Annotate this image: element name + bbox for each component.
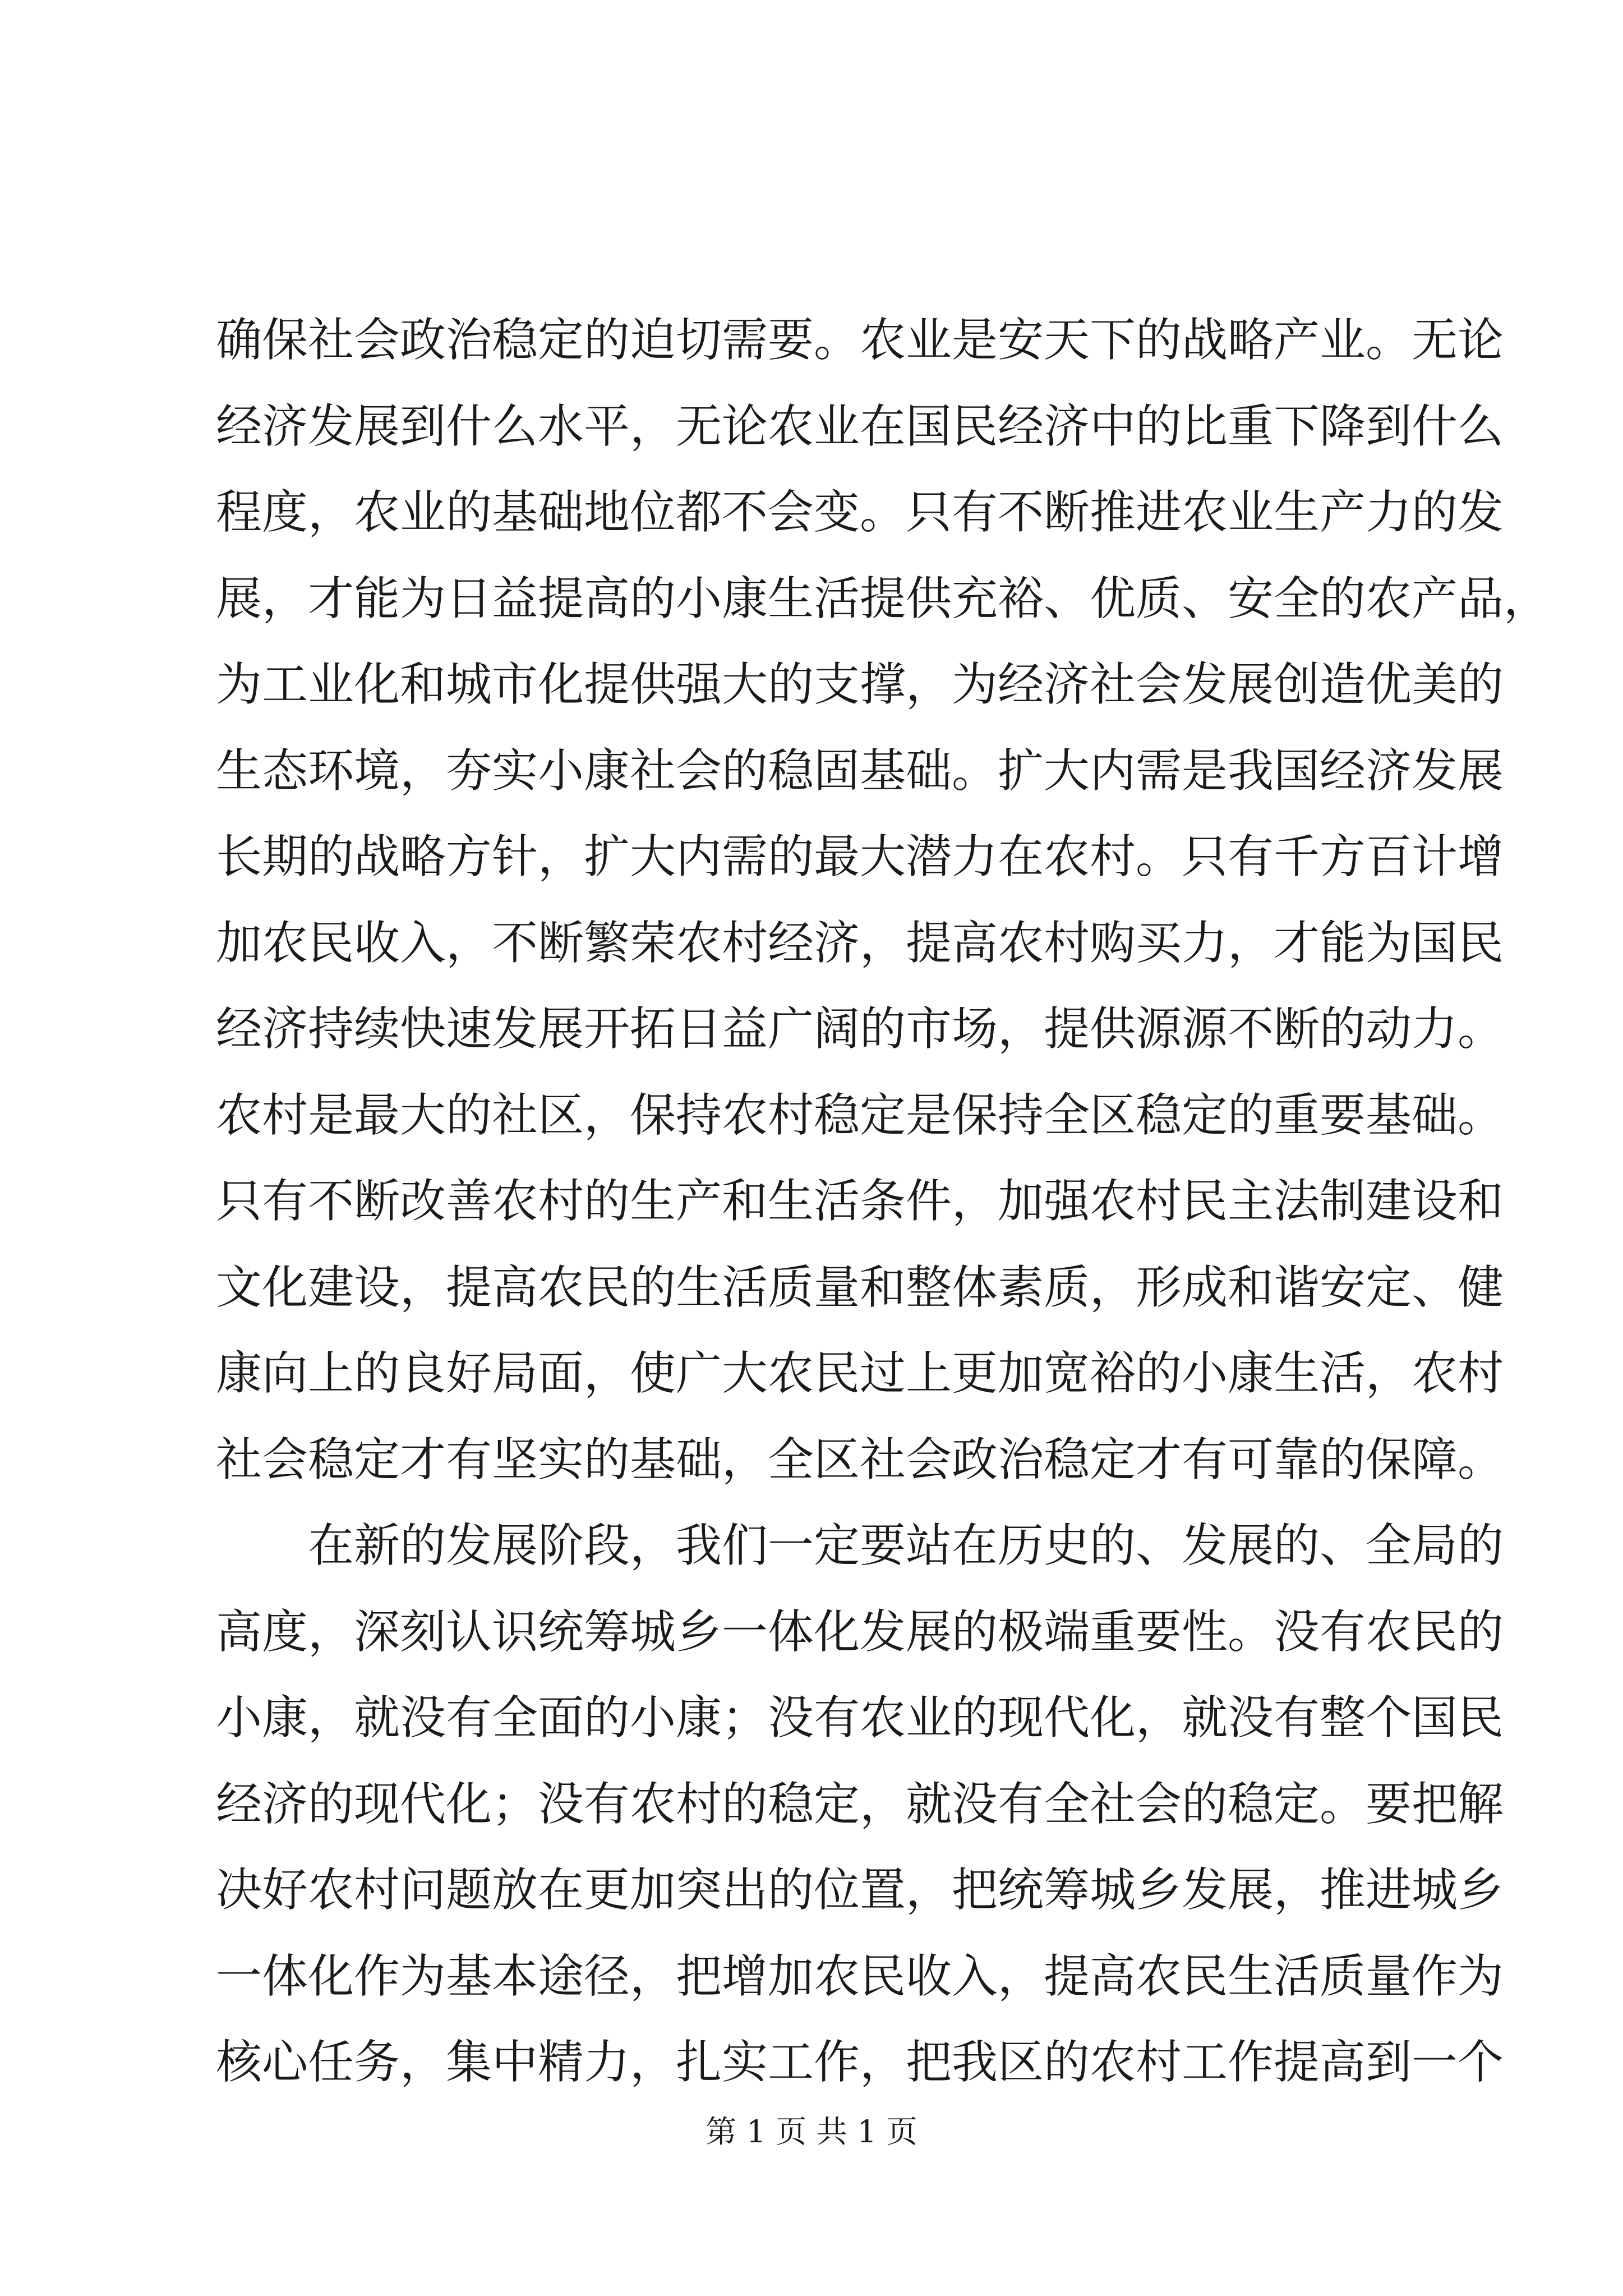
- text-line: 小康，就没有全面的小康；没有农业的现代化，就没有整个国民: [216, 1691, 1504, 1745]
- text-line: 确保社会政治稳定的迫切需要。农业是安天下的战略产业。无论: [216, 314, 1504, 367]
- text-line: 程度，农业的基础地位都不会变。只有不断推进农业生产力的发: [216, 486, 1504, 539]
- text-line: 经济发展到什么水平，无论农业在国民经济中的比重下降到什么: [216, 399, 1504, 453]
- text-line: 一体化作为基本途径，把增加农民收入，提高农民生活质量作为: [216, 1949, 1504, 2003]
- text-line: 社会稳定才有坚实的基础，全区社会政治稳定才有可靠的保障。: [216, 1433, 1504, 1487]
- text-line-indented: 在新的发展阶段，我们一定要站在历史的、发展的、全局的: [308, 1519, 1504, 1572]
- text-line: 生态环境，夯实小康社会的稳固基础。扩大内需是我国经济发展: [216, 744, 1504, 798]
- text-line: 为工业化和城市化提供强大的支撑，为经济社会发展创造优美的: [216, 658, 1504, 711]
- text-line: 加农民收入，不断繁荣农村经济，提高农村购买力，才能为国民: [216, 916, 1504, 970]
- paragraph-1: [216, 297, 1550, 1503]
- text-line: 长期的战略方针，扩大内需的最大潜力在农村。只有千方百计增: [216, 830, 1504, 884]
- text-line: 经济的现代化；没有农村的稳定，就没有全社会的稳定。要把解: [216, 1777, 1504, 1831]
- text-line: 农村是最大的社区，保持农村稳定是保持全区稳定的重要基础。: [216, 1088, 1504, 1142]
- text-line: 展，才能为日益提高的小康生活提供充裕、优质、安全的农产品，: [216, 572, 1550, 625]
- page-footer: 第 1 页 共 1 页: [706, 2114, 917, 2150]
- text-line: 文化建设，提高农民的生活质量和整体素质，形成和谐安定、健: [216, 1260, 1504, 1314]
- body-text: [216, 297, 1550, 2106]
- text-line: 决好农村问题放在更加突出的位置，把统筹城乡发展，推进城乡: [216, 1864, 1504, 1917]
- text-line: 高度，深刻认识统筹城乡一体化发展的极端重要性。没有农民的: [216, 1605, 1504, 1659]
- text-line: 康向上的良好局面，使广大农民过上更加宽裕的小康生活，农村: [216, 1347, 1504, 1400]
- text-line: 经济持续快速发展开拓日益广阔的市场，提供源源不断的动力。: [216, 1002, 1504, 1056]
- paragraph-2: [216, 1503, 1504, 2106]
- text-line: 核心任务，集中精力，扎实工作，把我区的农村工作提高到一个: [216, 2036, 1504, 2089]
- text-line: 只有不断改善农村的生产和生活条件，加强农村民主法制建设和: [216, 1175, 1504, 1228]
